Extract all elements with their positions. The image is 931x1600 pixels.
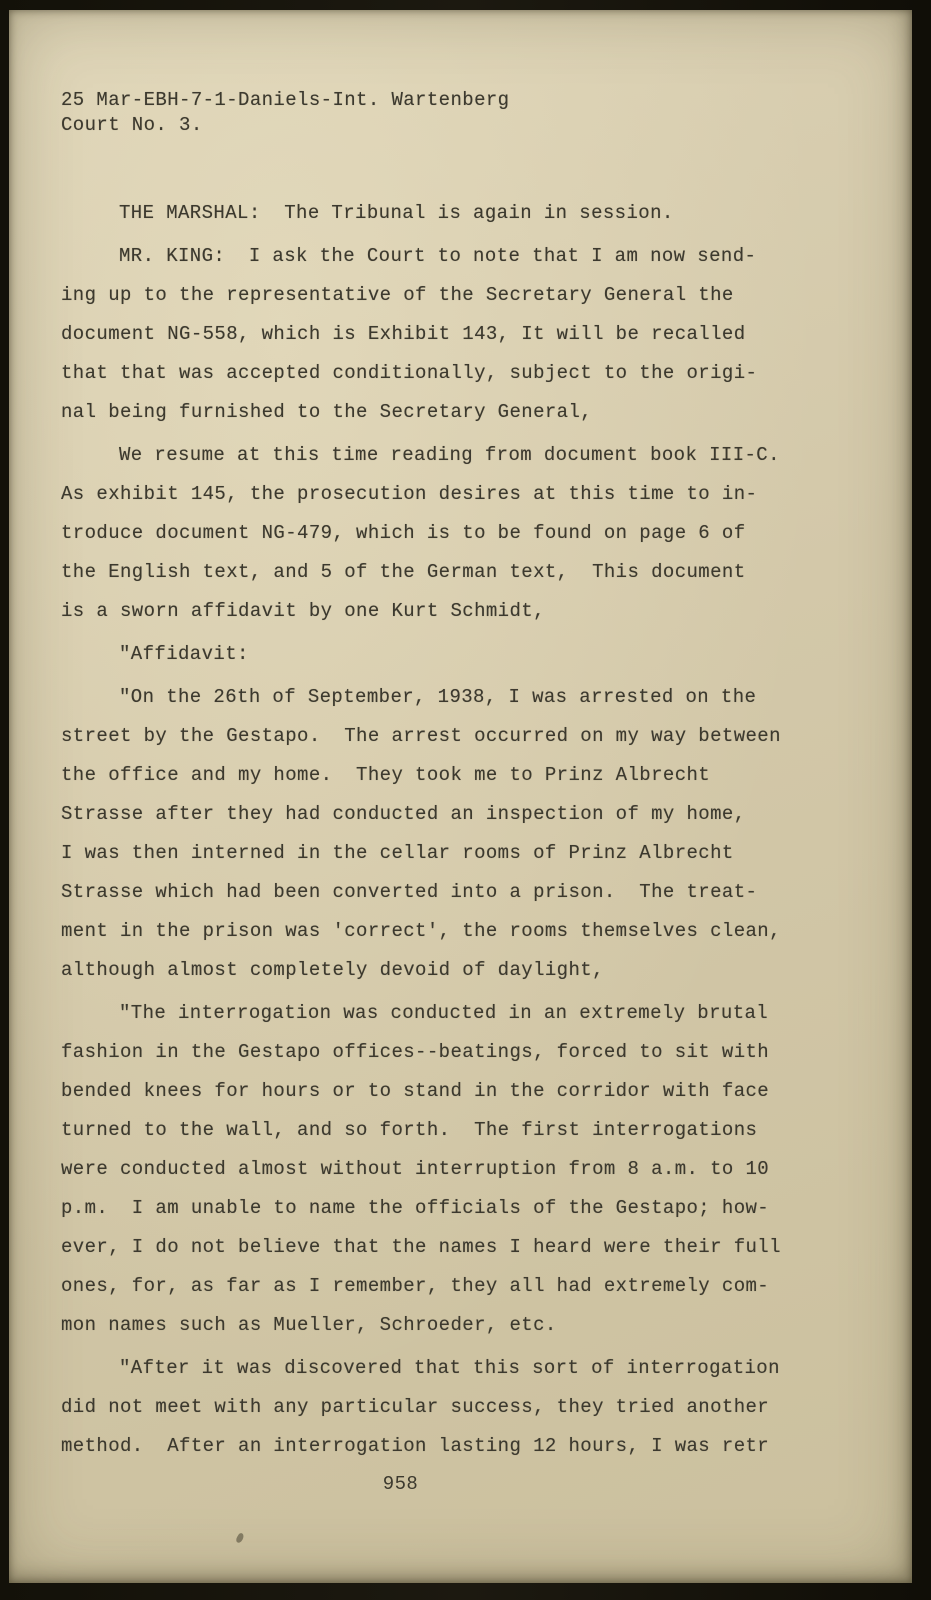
text-line: bended knees for hours or to stand in the corridor with face [61,1080,770,1102]
header-line-2: Court No. 3. [61,114,203,136]
text-line: is a sworn affidavit by one Kurt Schmidt, [61,600,545,622]
text-line: ones, for, as far as I remember, they all had extremely com- [61,1275,770,1297]
paragraph [61,1349,878,1466]
text-line: We resume at this time reading from document book III-C. [119,444,780,466]
text-line: were conducted almost without interruption from 8 a.m. to 10 [61,1158,770,1180]
text-line: I was then interned in the cellar rooms of Prinz Albrecht [61,842,734,864]
text-line: Strasse after they had conducted an inspection of my home, [61,803,746,825]
paragraph [61,194,878,233]
text-line: document NG-558, which is Exhibit 143, It will be recalled [61,323,746,345]
text-line: "The interrogation was conducted in an extremely brutal [119,1002,769,1024]
text-line: did not meet with any particular success, they tried another [61,1396,770,1418]
page-content [61,88,878,1470]
transcript-body [61,194,878,1466]
text-line: THE MARSHAL: The Tribunal is again in session. [119,202,674,224]
text-line: street by the Gestapo. The arrest occurred on my way between [61,725,781,747]
ink-smudge [235,1532,245,1544]
text-line: ever, I do not believe that the names I heard were their full [61,1236,781,1258]
text-line: p.m. I am unable to name the officials of the Gestapo; how- [61,1197,770,1219]
paragraph [61,237,878,432]
text-line: "On the 26th of September, 1938, I was arrested on the [119,686,757,708]
text-line: troduce document NG-479, which is to be found on page 6 of [61,522,746,544]
paragraph [61,635,878,674]
text-line: that that was accepted conditionally, subject to the origi- [61,362,758,384]
text-line: Strasse which had been converted into a prison. The treat- [61,881,758,903]
text-line: nal being furnished to the Secretary General, [61,401,593,423]
text-line: the English text, and 5 of the German text, This document [61,561,746,583]
text-line: the office and my home. They took me to Prinz Albrecht [61,764,711,786]
text-line: "After it was discovered that this sort of interrogation [119,1357,780,1379]
header-line-1: 25 Mar-EBH-7-1-Daniels-Int. Wartenberg [61,89,510,111]
text-line: turned to the wall, and so forth. The first interrogations [61,1119,758,1141]
text-line: As exhibit 145, the prosecution desires at this time to in- [61,483,758,505]
paper-sheet [9,10,912,1583]
text-line: MR. KING: I ask the Court to note that I am now send- [119,245,757,267]
text-line: although almost completely devoid of daylight, [61,959,604,981]
paragraph [61,678,878,990]
text-line: ing up to the representative of the Secretary General the [61,284,734,306]
text-line: mon names such as Mueller, Schroeder, etc. [61,1314,557,1336]
text-line: "Affidavit: [119,643,249,665]
text-line: method. After an interrogation lasting 12 hours, I was retr [61,1435,770,1457]
text-line: ment in the prison was 'correct', the rooms themselves clean, [61,920,781,942]
text-line: fashion in the Gestapo offices--beatings, forced to sit with [61,1041,770,1063]
page-number: 958 [382,1473,419,1495]
paragraph [61,994,878,1345]
paragraph [61,436,878,631]
